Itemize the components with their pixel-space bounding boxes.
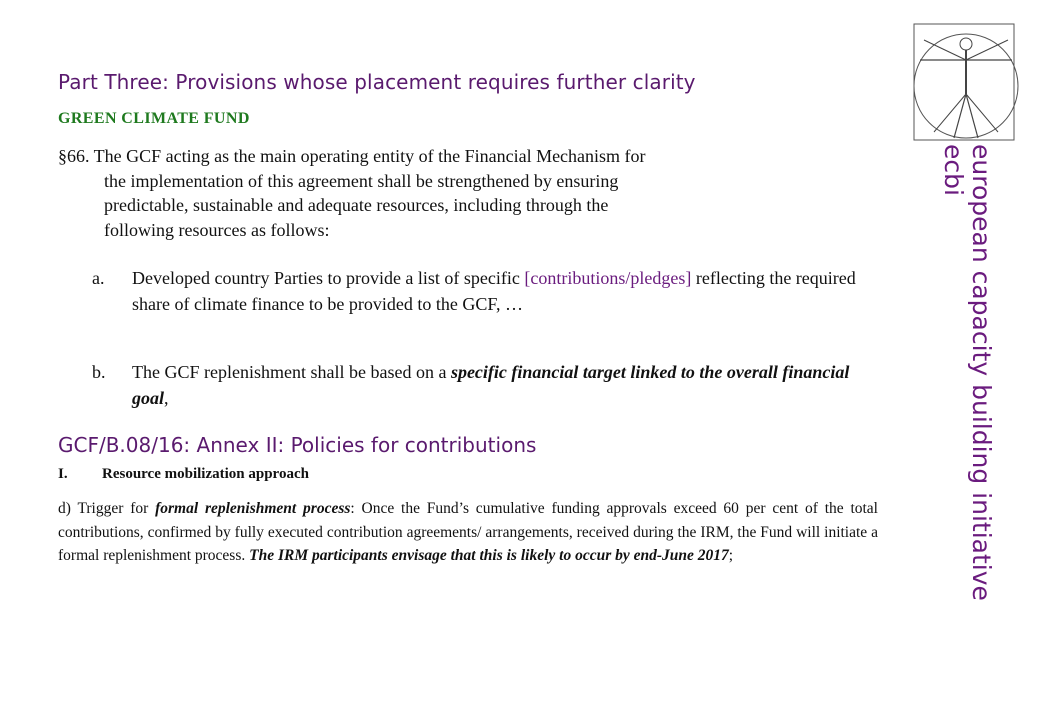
paragraph-line: predictable, sustainable and adequate resources, including through the	[104, 195, 609, 215]
list-text-part: ,	[164, 388, 169, 408]
brand-name: european capacity building initiative	[967, 144, 996, 601]
vitruvian-man-icon	[910, 20, 1030, 144]
emphasis-text: The IRM participants envisage that this is likely to occur by end-June 2017	[249, 547, 729, 564]
list-item-a	[92, 265, 882, 317]
section-heading: Part Three: Provisions whose placement requires further clarity	[58, 70, 696, 94]
bracketed-text: [contributions/pledges]	[524, 268, 692, 288]
list-text-part: Developed country Parties to provide a list of specific	[132, 268, 520, 288]
brand-vertical-text	[925, 144, 1005, 684]
list-label: a.	[92, 268, 105, 288]
section-heading-annex: GCF/B.08/16: Annex II: Policies for contributions	[58, 433, 537, 457]
paragraph-d	[58, 497, 878, 568]
emphasis-text: specific financial target linked to the overall financial goal	[132, 362, 850, 408]
section-number: I.	[58, 466, 68, 482]
paragraph-part: d) Trigger for	[58, 500, 156, 517]
list-text-part: The GCF replenishment shall be based on a	[132, 362, 451, 382]
list-text-part: reflecting the required share of climate finance to be provided to the GCF, …	[132, 268, 856, 314]
list-text	[92, 359, 882, 411]
paragraph-part: : Once the Fund’s cumulative funding approvals exceed 60 per cent of the total contributions, confirmed by fully executed contribution agreements/ arrangements, received during the IRM, the Fund will initiate a formal replenishment process.	[58, 500, 878, 564]
paragraph-line: following resources as follows:	[104, 219, 330, 240]
list-label: b.	[92, 362, 106, 382]
section-title-text: Resource mobilization approach	[102, 466, 309, 482]
emphasis-text: formal replenishment process	[155, 500, 351, 517]
list-text	[92, 265, 882, 317]
paragraph-66	[58, 144, 858, 242]
section-title	[58, 466, 309, 483]
list-item-b	[92, 359, 882, 411]
brand-abbrev: ecbi	[939, 144, 968, 196]
paragraph-line: §66. The GCF acting as the main operating entity of the Financial Mechanism for	[58, 146, 646, 166]
subheading: GREEN CLIMATE FUND	[58, 110, 250, 127]
paragraph-part: ;	[728, 547, 734, 564]
paragraph-line: the implementation of this agreement shall be strengthened by ensuring	[104, 170, 619, 191]
